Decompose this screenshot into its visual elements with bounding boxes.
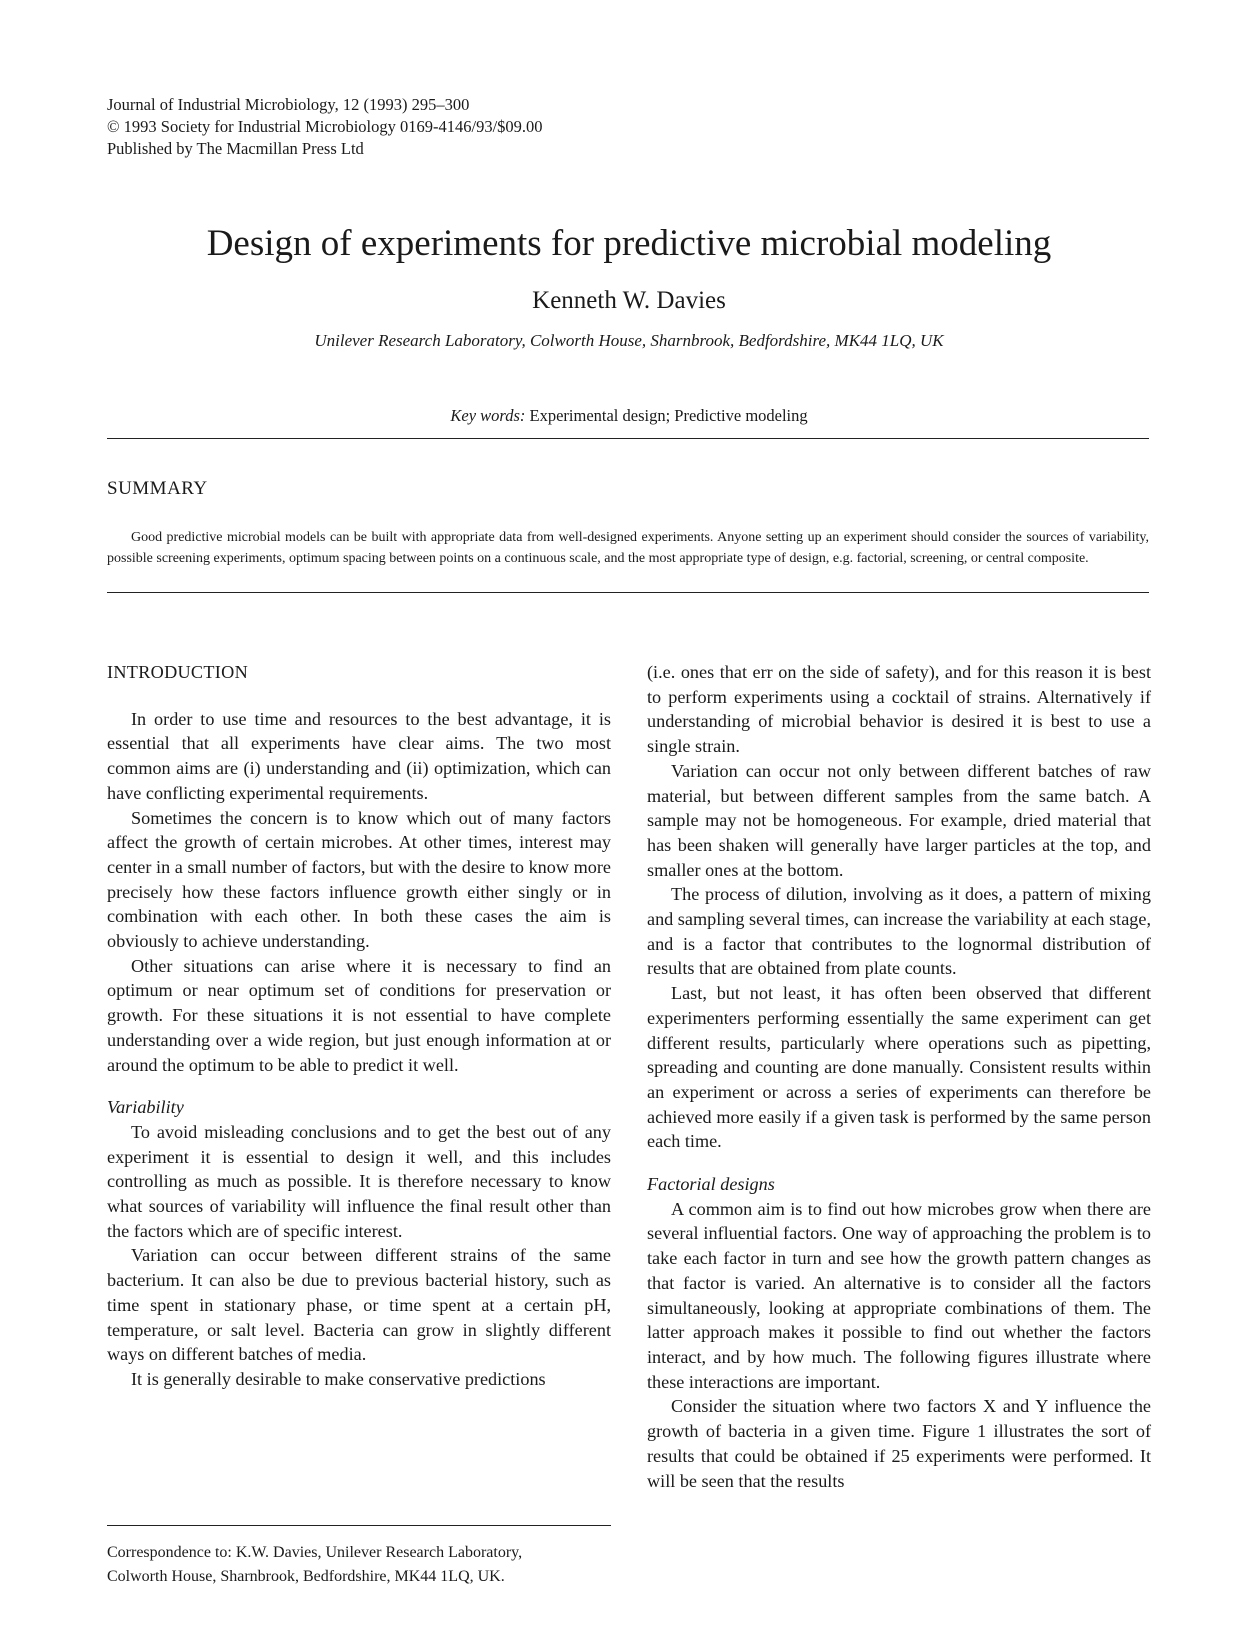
intro-paragraph-2: Sometimes the concern is to know which out of many factors affect the growth of certain microbes. At other times, interest may center in a small number of factors, but with the desire to know more precisely how these factors influence growth either singly or in combination with each other. In both these cases the aim is obviously to achieve understanding. — [107, 807, 611, 952]
keywords-text: Experimental design; Predictive modeling — [529, 406, 808, 425]
footnote-divider — [107, 1525, 611, 1526]
author-affiliation: Unilever Research Laboratory, Colworth House, Sharnbrook, Bedfordshire, MK44 1LQ, UK — [314, 331, 944, 350]
left-column — [107, 660, 611, 1392]
keywords-label: Key words: — [450, 406, 526, 425]
variability-paragraph-5: The process of dilution, involving as it does, a pattern of mixing and sampling several times, can increase the variability at each stage, and is a factor that contributes to the lognormal distribution of results that are obtained from plate counts. — [647, 884, 1151, 979]
variability-heading: Variability — [107, 1097, 184, 1118]
publisher-line: Published by The Macmillan Press Ltd — [107, 139, 364, 158]
footnote-line-1: Correspondence to: K.W. Davies, Unilever Research Laboratory, — [107, 1544, 523, 1561]
author-name: Kenneth W. Davies — [532, 287, 726, 314]
journal-citation: Journal of Industrial Microbiology, 12 (1993) 295–300 — [107, 95, 470, 114]
footnote-line-2: Colworth House, Sharnbrook, Bedfordshire, MK44 1LQ, UK. — [107, 1568, 505, 1585]
variability-paragraph-6: Last, but not least, it has often been observed that different experimenters performing essentially the same experiment can get different results, particularly where operations such as pipetting, spreading and counting are done manually. Consistent results within an experiment or across a series of experiments can therefore be achieved more easily if a given task is performed by the same person each time. — [647, 983, 1151, 1152]
paper-title: Design of experiments for predictive microbial modeling — [206, 223, 1052, 264]
top-divider — [107, 438, 1149, 439]
variability-paragraph-3-continued: (i.e. ones that err on the side of safety), and for this reason it is best to perform experiments using a cocktail of strains. Alternatively if understanding of microbial behavior is desired it is best to use a single strain. — [647, 662, 1151, 757]
summary-heading: SUMMARY — [107, 478, 208, 499]
correspondence-footnote — [107, 1541, 611, 1589]
intro-paragraph-3: Other situations can arise where it is necessary to find an optimum or near optimum set of conditions for preservation or growth. For these situations it is not essential to have complete understanding over a wide region, but just enough information at or around the optimum to be able to predict it well. — [107, 955, 611, 1075]
summary-text: Good predictive microbial models can be built with appropriate data from well-designed experiments. Anyone setting up an experiment should consider the sources of variability, possible screening experiments, optimum spacing between points on a continuous scale, and the most appropriate type of design, e.g. factorial, screening, or central composite. — [107, 530, 1149, 566]
copyright-line: © 1993 Society for Industrial Microbiology 0169-4146/93/$09.00 — [107, 117, 543, 136]
variability-paragraph-1: To avoid misleading conclusions and to get the best out of any experiment it is essential to design it well, and this includes controlling as much as possible. It is therefore necessary to know what sources of variability will influence the final result other than the factors which are of specific interest. — [107, 1121, 611, 1241]
variability-paragraph-3: It is generally desirable to make conservative predictions — [131, 1368, 546, 1389]
factorial-paragraph-1: A common aim is to find out how microbes grow when there are several influential factors. One way of approaching the problem is to take each factor in turn and see how the growth pattern changes as that factor is varied. An alternative is to consider all the factors simultaneously, looking at appropriate combinations of them. The latter approach makes it possible to find out whether the factors interact, and by how much. The following figures illustrate where these interactions are important. — [647, 1198, 1151, 1392]
variability-paragraph-2: Variation can occur between different strains of the same bacterium. It can also be due to previous bacterial history, such as time spent in stationary phase, or time spent at a certain pH, temperature, or salt level. Bacteria can grow in slightly different ways on different batches of media. — [107, 1245, 611, 1365]
variability-paragraph-4: Variation can occur not only between different batches of raw material, but between different samples from the same batch. A sample may not be homogeneous. For example, dried material that has been shaken will generally have larger particles at the top, and smaller ones at the bottom. — [647, 760, 1151, 880]
intro-paragraph-1: In order to use time and resources to the best advantage, it is essential that all experiments have clear aims. The two most common aims are (i) understanding and (ii) optimization, which can have conflicting experimental requirements. — [107, 708, 611, 803]
right-column — [647, 660, 1151, 1493]
journal-header — [107, 94, 543, 160]
keywords — [0, 405, 1238, 427]
summary-divider — [107, 592, 1149, 593]
introduction-heading: INTRODUCTION — [107, 662, 249, 682]
factorial-designs-heading: Factorial designs — [647, 1174, 775, 1195]
factorial-paragraph-2: Consider the situation where two factors X and Y influence the growth of bacteria in a given time. Figure 1 illustrates the sort of results that could be obtained if 25 experiments were performed. It will be seen that the results — [647, 1396, 1151, 1491]
